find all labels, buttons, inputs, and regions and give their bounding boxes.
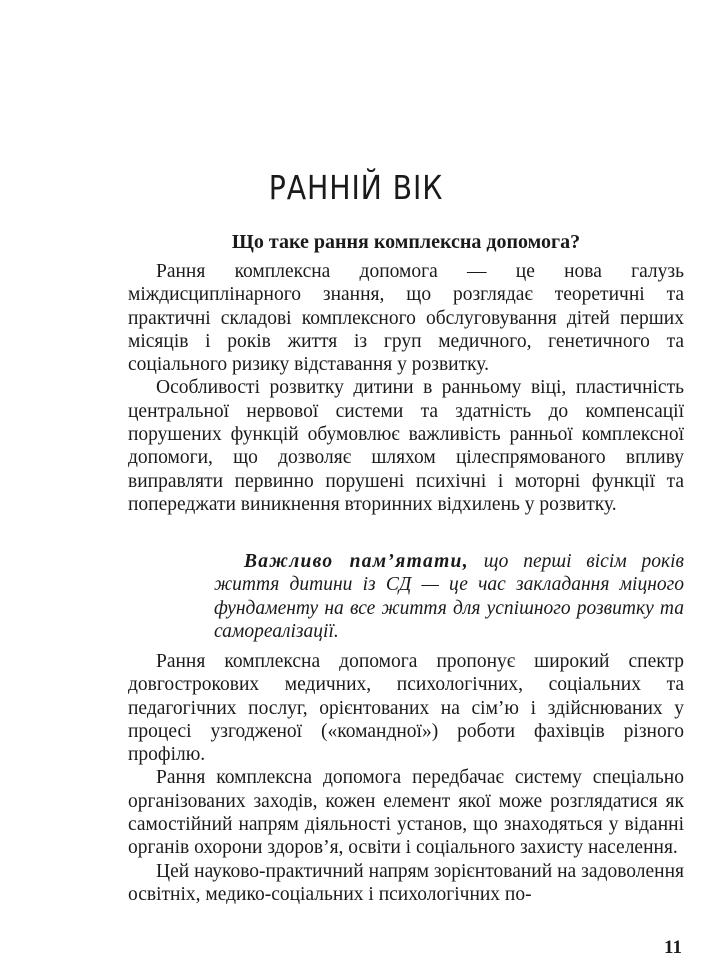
chapter-title: РАННІЙ ВІК bbox=[268, 168, 444, 207]
note-paragraph bbox=[214, 550, 684, 643]
paragraph: Рання комплексна допомога — це нова галузь міждисциплінарного знання, що розглядає теоретичні та практичні складові комплексного обслуговування дітей перших місяців і років життя із груп медичного, генетичного та соціального ризику відставання у розвитку. bbox=[128, 261, 684, 376]
section-heading: Що таке рання комплексна допомога? bbox=[231, 231, 581, 253]
paragraph: Рання комплексна допомога пропонує широкий спектр довгострокових медичних, психологічних, соціальних та педагогічних послуг, орієнтованих на сім’ю і здійснюваних у процесі узгодженої («командної») роботи фахівців різного профілю. bbox=[128, 651, 684, 766]
paragraph: Особливості розвитку дитини в ранньому віці, пластичність центральної нервової системи та здатність до компенсації порушених функцій обумовлює важливість ранньої комплексної допомоги, що дозволяє шляхом цілеспрямованого впливу виправляти первинно порушені психічні і моторні функції та попереджати виникнення вторинних відхилень у розвитку. bbox=[128, 377, 684, 515]
paragraph: Цей науково-практичний напрям зорієнтований на задоволення освітніх, медико-соціальних і психологічних по- bbox=[128, 860, 684, 905]
note-lead: Важливо пам’ятати, bbox=[244, 551, 469, 572]
body-text-bottom bbox=[128, 650, 684, 906]
note-text: що перші вісім років життя дитини із СД — це час закладання міцного фундаменту на все життя для успішного розвитку та самореалізації. bbox=[214, 551, 685, 642]
paragraph: Рання комплексна допомога передбачає систему спеціально організованих заходів, кожен елемент якої може розглядатися як самостійний напрям діяльності установ, що знаходяться у віданні органів охорони здоров’я, освіти і соціального захисту населення. bbox=[128, 767, 684, 859]
page-number: 11 bbox=[664, 937, 682, 958]
body-text-top bbox=[128, 260, 684, 516]
important-note bbox=[214, 550, 684, 643]
